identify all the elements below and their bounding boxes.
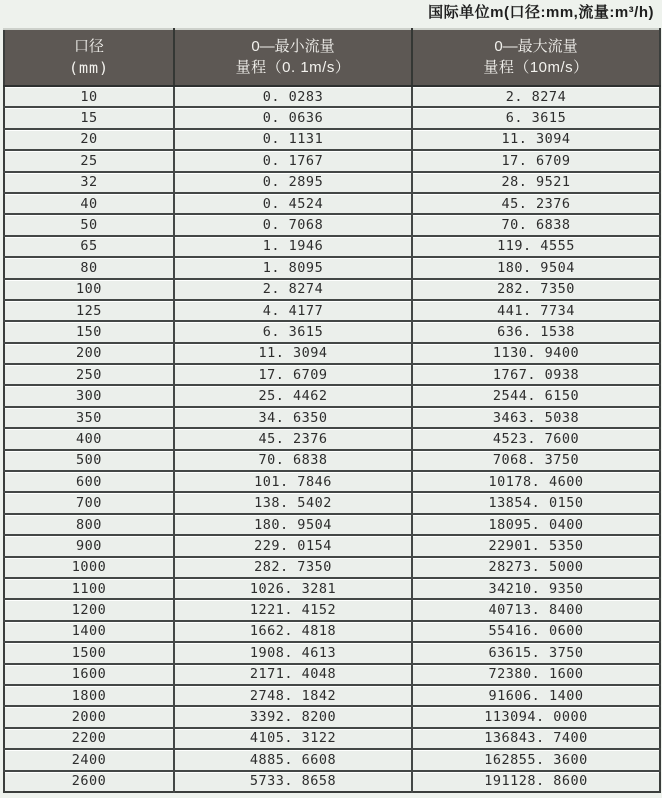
table-row <box>4 578 660 599</box>
table-row <box>4 257 660 278</box>
min-flow-cell: 17. 6709 <box>174 364 412 385</box>
max-flow-cell: 180. 9504 <box>412 257 660 278</box>
max-flow-cell: 18095. 0400 <box>412 514 660 535</box>
diameter-cell: 300 <box>4 385 174 406</box>
min-flow-cell: 0. 1131 <box>174 129 412 150</box>
table-body <box>4 86 660 792</box>
min-flow-cell: 4. 4177 <box>174 300 412 321</box>
col-header-max-flow-range: 量程（10m/s） <box>483 58 589 76</box>
diameter-cell: 600 <box>4 471 174 492</box>
table-row <box>4 428 660 449</box>
min-flow-cell: 2748. 1842 <box>174 685 412 706</box>
min-flow-cell: 70. 6838 <box>174 450 412 471</box>
table-row <box>4 642 660 663</box>
max-flow-cell: 70. 6838 <box>412 214 660 235</box>
min-flow-cell: 2. 8274 <box>174 279 412 300</box>
table-row <box>4 771 660 792</box>
max-flow-cell: 10178. 4600 <box>412 471 660 492</box>
max-flow-cell: 7068. 3750 <box>412 450 660 471</box>
table-row <box>4 107 660 128</box>
min-flow-cell: 0. 1767 <box>174 150 412 171</box>
table-row <box>4 557 660 578</box>
max-flow-cell: 28. 9521 <box>412 172 660 193</box>
col-header-diameter-title: 口径 <box>73 38 104 56</box>
table-row <box>4 172 660 193</box>
diameter-cell: 125 <box>4 300 174 321</box>
table-row <box>4 599 660 620</box>
diameter-cell: 1200 <box>4 599 174 620</box>
diameter-cell: 400 <box>4 428 174 449</box>
min-flow-cell: 5733. 8658 <box>174 771 412 792</box>
table-row <box>4 685 660 706</box>
table-row <box>4 471 660 492</box>
max-flow-cell: 4523. 7600 <box>412 428 660 449</box>
max-flow-cell: 13854. 0150 <box>412 492 660 513</box>
min-flow-cell: 0. 0283 <box>174 86 412 107</box>
diameter-cell: 1400 <box>4 621 174 642</box>
min-flow-cell: 1908. 4613 <box>174 642 412 663</box>
col-header-diameter <box>4 29 174 86</box>
max-flow-cell: 55416. 0600 <box>412 621 660 642</box>
diameter-cell: 1600 <box>4 664 174 685</box>
diameter-cell: 40 <box>4 193 174 214</box>
diameter-cell: 150 <box>4 321 174 342</box>
min-flow-cell: 101. 7846 <box>174 471 412 492</box>
max-flow-cell: 282. 7350 <box>412 279 660 300</box>
min-flow-cell: 1662. 4818 <box>174 621 412 642</box>
min-flow-cell: 1026. 3281 <box>174 578 412 599</box>
max-flow-cell: 1130. 9400 <box>412 343 660 364</box>
min-flow-cell: 0. 0636 <box>174 107 412 128</box>
min-flow-cell: 11. 3094 <box>174 343 412 364</box>
diameter-cell: 700 <box>4 492 174 513</box>
min-flow-cell: 1221. 4152 <box>174 599 412 620</box>
table-row <box>4 321 660 342</box>
min-flow-cell: 282. 7350 <box>174 557 412 578</box>
table-row <box>4 364 660 385</box>
col-header-diameter-unit: (mm) <box>68 58 110 77</box>
diameter-cell: 32 <box>4 172 174 193</box>
table-row <box>4 129 660 150</box>
diameter-cell: 100 <box>4 279 174 300</box>
diameter-cell: 10 <box>4 86 174 107</box>
min-flow-cell: 2171. 4048 <box>174 664 412 685</box>
table-row <box>4 664 660 685</box>
diameter-cell: 1500 <box>4 642 174 663</box>
max-flow-cell: 63615. 3750 <box>412 642 660 663</box>
max-flow-cell: 441. 7734 <box>412 300 660 321</box>
page-title: 国际单位m(口径:mm,流量:m³/h) <box>428 4 654 21</box>
diameter-cell: 900 <box>4 535 174 556</box>
diameter-cell: 2600 <box>4 771 174 792</box>
max-flow-cell: 191128. 8600 <box>412 771 660 792</box>
max-flow-cell: 45. 2376 <box>412 193 660 214</box>
min-flow-cell: 25. 4462 <box>174 385 412 406</box>
col-header-min-flow <box>174 29 412 86</box>
min-flow-cell: 6. 3615 <box>174 321 412 342</box>
col-header-max-flow <box>412 29 660 86</box>
diameter-cell: 1000 <box>4 557 174 578</box>
diameter-cell: 1100 <box>4 578 174 599</box>
min-flow-cell: 4105. 3122 <box>174 728 412 749</box>
table-row <box>4 706 660 727</box>
max-flow-cell: 113094. 0000 <box>412 706 660 727</box>
table-header <box>4 29 660 86</box>
col-header-min-flow-title: 0—最小流量 <box>251 38 335 56</box>
diameter-cell: 65 <box>4 236 174 257</box>
table-row <box>4 450 660 471</box>
diameter-cell: 250 <box>4 364 174 385</box>
max-flow-cell: 34210. 9350 <box>412 578 660 599</box>
table-row <box>4 343 660 364</box>
diameter-cell: 1800 <box>4 685 174 706</box>
min-flow-cell: 0. 7068 <box>174 214 412 235</box>
table-row <box>4 236 660 257</box>
min-flow-cell: 180. 9504 <box>174 514 412 535</box>
table-row <box>4 621 660 642</box>
max-flow-cell: 162855. 3600 <box>412 749 660 770</box>
max-flow-cell: 1767. 0938 <box>412 364 660 385</box>
max-flow-cell: 22901. 5350 <box>412 535 660 556</box>
table-row <box>4 407 660 428</box>
table-row <box>4 749 660 770</box>
table-row <box>4 150 660 171</box>
col-header-min-flow-range: 量程（0. 1m/s） <box>235 58 351 76</box>
max-flow-cell: 6. 3615 <box>412 107 660 128</box>
min-flow-cell: 0. 2895 <box>174 172 412 193</box>
diameter-cell: 80 <box>4 257 174 278</box>
max-flow-cell: 40713. 8400 <box>412 599 660 620</box>
diameter-cell: 800 <box>4 514 174 535</box>
min-flow-cell: 34. 6350 <box>174 407 412 428</box>
diameter-cell: 2200 <box>4 728 174 749</box>
diameter-cell: 200 <box>4 343 174 364</box>
table-row <box>4 385 660 406</box>
max-flow-cell: 11. 3094 <box>412 129 660 150</box>
table-row <box>4 492 660 513</box>
min-flow-cell: 0. 4524 <box>174 193 412 214</box>
min-flow-cell: 3392. 8200 <box>174 706 412 727</box>
col-header-max-flow-title: 0—最大流量 <box>494 38 578 56</box>
max-flow-cell: 91606. 1400 <box>412 685 660 706</box>
max-flow-cell: 636. 1538 <box>412 321 660 342</box>
diameter-cell: 2400 <box>4 749 174 770</box>
min-flow-cell: 4885. 6608 <box>174 749 412 770</box>
diameter-cell: 25 <box>4 150 174 171</box>
diameter-cell: 2000 <box>4 706 174 727</box>
diameter-cell: 15 <box>4 107 174 128</box>
max-flow-cell: 3463. 5038 <box>412 407 660 428</box>
max-flow-cell: 2544. 6150 <box>412 385 660 406</box>
table-row <box>4 193 660 214</box>
max-flow-cell: 72380. 1600 <box>412 664 660 685</box>
min-flow-cell: 1. 8095 <box>174 257 412 278</box>
flow-range-table <box>3 28 661 793</box>
diameter-cell: 50 <box>4 214 174 235</box>
min-flow-cell: 229. 0154 <box>174 535 412 556</box>
table-row <box>4 86 660 107</box>
diameter-cell: 500 <box>4 450 174 471</box>
max-flow-cell: 136843. 7400 <box>412 728 660 749</box>
min-flow-cell: 45. 2376 <box>174 428 412 449</box>
min-flow-cell: 1. 1946 <box>174 236 412 257</box>
table-row <box>4 214 660 235</box>
max-flow-cell: 17. 6709 <box>412 150 660 171</box>
max-flow-cell: 28273. 5000 <box>412 557 660 578</box>
min-flow-cell: 138. 5402 <box>174 492 412 513</box>
max-flow-cell: 2. 8274 <box>412 86 660 107</box>
table-row <box>4 279 660 300</box>
table-row <box>4 535 660 556</box>
table-row <box>4 300 660 321</box>
table-header-row <box>4 29 660 86</box>
table-row <box>4 728 660 749</box>
table-row <box>4 514 660 535</box>
diameter-cell: 350 <box>4 407 174 428</box>
diameter-cell: 20 <box>4 129 174 150</box>
max-flow-cell: 119. 4555 <box>412 236 660 257</box>
